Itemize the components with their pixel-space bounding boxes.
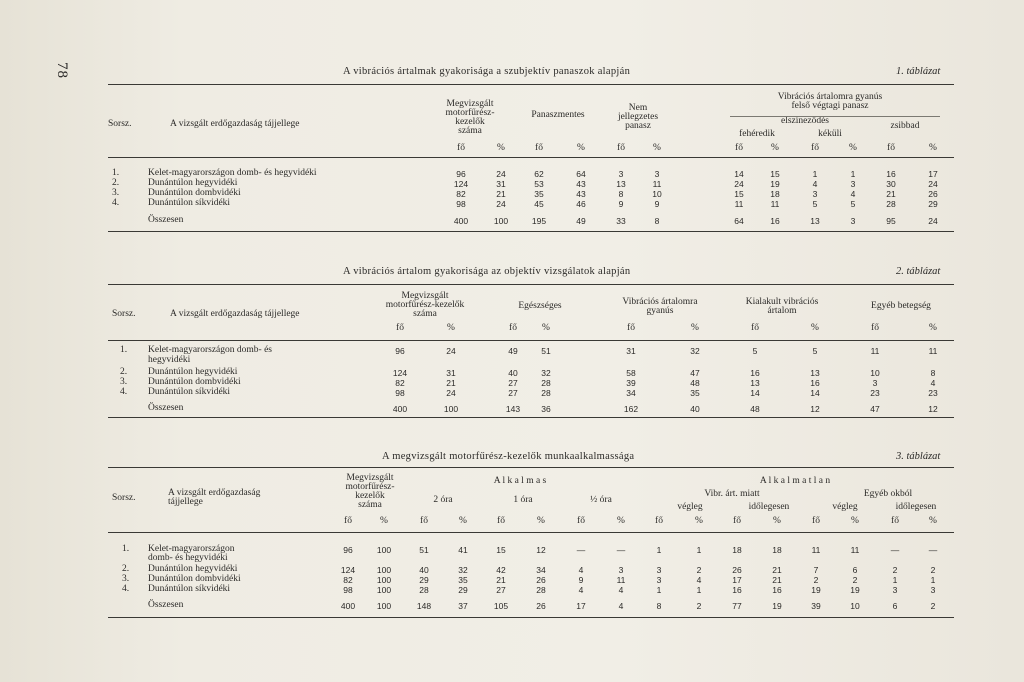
table-3-header-temp-2: időlegesen (895, 502, 937, 512)
table-cell-value: 41 (458, 545, 468, 555)
row-number: 2. (112, 178, 120, 188)
total-cell-value: 39 (811, 601, 821, 611)
table-cell-value: 32 (541, 368, 551, 378)
table-cell-value: 49 (508, 346, 518, 356)
table-cell-value: 21 (772, 565, 782, 575)
table-cell-value: 124 (453, 179, 469, 189)
table-cell-value: 23 (928, 388, 938, 398)
table-cell-value: 28 (419, 585, 429, 595)
table-cell-value: 5 (752, 346, 758, 356)
table-cell-value: 31 (626, 346, 636, 356)
table-cell-value: 3 (930, 585, 936, 595)
total-cell-value: 100 (443, 404, 459, 414)
table-2-label: 2. táblázat (896, 266, 941, 277)
table-cell-value: 29 (928, 199, 938, 209)
total-cell-value: 400 (392, 404, 408, 414)
table-cell-value: 9 (618, 199, 624, 209)
row-region-name: Kelet-magyarországon domb- és hegyvidéki (148, 168, 317, 178)
table-cell-value: 27 (496, 585, 506, 595)
total-cell-value: 37 (458, 601, 468, 611)
table-cell-value: 3 (850, 179, 856, 189)
table-cell-value: 1 (930, 575, 936, 585)
table-cell-value: 4 (696, 575, 702, 585)
table-cell-value: 14 (810, 388, 820, 398)
row-region-name: Dunántúlon dombvidéki (148, 188, 241, 198)
table-cell-value: 27 (508, 378, 518, 388)
table-3-header-temp-1: időlegesen (748, 502, 790, 512)
table-cell-value: 39 (626, 378, 636, 388)
table-cell-value: 17 (732, 575, 742, 585)
table-cell-value: 31 (446, 368, 456, 378)
table-cell-value: 26 (536, 575, 546, 585)
table-2-header-healthy: Egészséges (518, 301, 562, 311)
total-cell-value: 2 (930, 601, 936, 611)
table-3-header-1h: 1 óra (513, 495, 533, 505)
table-cell-value: 64 (576, 169, 586, 179)
table-cell-value: 28 (886, 199, 896, 209)
table-1-header-examined: Megvizsgált motorfűrész- kezelők száma (445, 99, 495, 136)
table-cell-value: 19 (770, 179, 780, 189)
table-1-header-white: fehéredik (739, 129, 775, 139)
row-number: 4. (112, 198, 120, 208)
table-cell-value: 51 (541, 346, 551, 356)
table-cell-value: 5 (812, 346, 818, 356)
table-cell-value: 9 (654, 199, 660, 209)
table-3-top-rule (108, 467, 954, 468)
total-cell-value: 49 (576, 216, 586, 226)
row-number: 2. (122, 564, 130, 574)
table-2-header-other: Egyéb betegség (871, 301, 931, 311)
table-cell-value: 2 (852, 575, 858, 585)
table-cell-value: 1 (656, 545, 662, 555)
total-cell-value: 19 (772, 601, 782, 611)
table-cell-value: 35 (534, 189, 544, 199)
table-cell-value: 30 (886, 179, 896, 189)
table-cell-value: 16 (772, 585, 782, 595)
table-2-header-region: A vizsgált erdőgazdaság tájjellege (170, 309, 300, 319)
table-cell-value: 9 (578, 575, 584, 585)
total-cell-value: 8 (654, 216, 660, 226)
table-cell-value: 11 (811, 545, 821, 555)
row-region-name-line-2: domb- és hegyvidéki (148, 553, 228, 563)
table-cell-value: 21 (446, 378, 456, 388)
table-cell-value: 11 (870, 346, 880, 356)
table-3-label: 3. táblázat (896, 451, 941, 462)
table-cell-value: 10 (652, 189, 662, 199)
total-cell-value: 162 (623, 404, 639, 414)
table-1-header-vibration-suspect: Vibrációs ártalomra gyanús felső végtagi panasz (777, 92, 883, 111)
table-2-top-rule (108, 284, 954, 285)
row-region-name: Kelet-magyarországon (148, 544, 235, 554)
table-3-header-final-1: végleg (677, 502, 703, 512)
table-cell-value: 28 (541, 388, 551, 398)
table-cell-value: 3 (618, 565, 624, 575)
row-number: 1. (122, 544, 130, 554)
table-cell-value: — (890, 545, 900, 555)
row-number: 4. (120, 387, 128, 397)
row-number: 3. (120, 377, 128, 387)
table-3-title: A megvizsgált motorfűrész-kezelők munkaalkalmassága (382, 451, 635, 462)
total-cell-value: 148 (416, 601, 432, 611)
table-cell-value: 1 (696, 545, 702, 555)
table-cell-value: 45 (534, 199, 544, 209)
table-3-header-fit: A l k a l m a s (493, 476, 547, 486)
table-cell-value: 15 (770, 169, 780, 179)
table-cell-value: 2 (813, 575, 819, 585)
table-cell-value: 3 (892, 585, 898, 595)
total-cell-value: 77 (732, 601, 742, 611)
table-3-header-rule (108, 532, 954, 533)
table-3-header-other-reason: Egyéb okból (863, 489, 913, 499)
table-cell-value: 43 (576, 189, 586, 199)
table-3-bottom-rule (108, 617, 954, 618)
table-3-header-vibration-reason: Vibr. árt. miatt (704, 489, 760, 499)
table-cell-value: — (616, 545, 626, 555)
table-cell-value: 3 (618, 169, 624, 179)
row-region-name: Dunántúlon dombvidéki (148, 574, 241, 584)
table-cell-value: 4 (618, 585, 624, 595)
table-cell-value: 96 (395, 346, 405, 356)
table-cell-value: 23 (870, 388, 880, 398)
table-cell-value: 32 (458, 565, 468, 575)
table-1-header-blue: kéküli (818, 129, 842, 139)
total-cell-value: 100 (376, 601, 392, 611)
table-cell-value: 51 (419, 545, 429, 555)
table-3-header-examined: Megvizsgált motorfűrész- kezelők száma (345, 473, 395, 510)
table-cell-value: 47 (690, 368, 700, 378)
total-cell-value: 24 (928, 216, 938, 226)
table-1-header-region: A vizsgált erdőgazdaság tájjellege (170, 119, 300, 129)
table-cell-value: 34 (626, 388, 636, 398)
table-cell-value: 21 (886, 189, 896, 199)
page-number: 78 (54, 62, 70, 79)
total-cell-value: 17 (576, 601, 586, 611)
table-cell-value: 58 (626, 368, 636, 378)
total-cell-value: 2 (696, 601, 702, 611)
table-cell-value: 24 (496, 199, 506, 209)
table-2-header-suspect: Vibrációs ártalomra gyanús (622, 297, 698, 316)
table-1-header-discoloration: elszíneződés (780, 116, 829, 126)
row-region-name: Dunántúlon síkvidéki (148, 387, 231, 397)
table-3-header-region: A vizsgált erdőgazdaság tájjellege (168, 488, 261, 507)
table-cell-value: 29 (419, 575, 429, 585)
table-cell-value: 4 (578, 585, 584, 595)
table-cell-value: 11 (652, 179, 662, 189)
table-cell-value: 24 (446, 346, 456, 356)
table-cell-value: 82 (343, 575, 353, 585)
row-region-name: Dunántúlon síkvidéki (148, 198, 231, 208)
table-1-title: A vibrációs ártalmak gyakorisága a szubjektív panaszok alapján (343, 66, 631, 77)
table-1-header-numb: zsibbad (890, 121, 920, 131)
table-cell-value: 11 (770, 199, 780, 209)
table-cell-value: 3 (656, 565, 662, 575)
total-cell-value: 4 (618, 601, 624, 611)
table-cell-value: 12 (536, 545, 546, 555)
table-cell-value: 7 (813, 565, 819, 575)
table-cell-value: 18 (732, 545, 742, 555)
table-3-header-sorsz: Sorsz. (112, 493, 136, 503)
table-cell-value: 82 (395, 378, 405, 388)
row-region-name: Kelet-magyarországon domb- és (148, 345, 272, 355)
total-cell-value: 13 (810, 216, 820, 226)
table-3-header-half-hour: ½ óra (590, 495, 612, 505)
table-cell-value: 100 (376, 585, 392, 595)
table-3-header-unfit: A l k a l m a t l a n (759, 476, 831, 486)
table-cell-value: 4 (930, 378, 936, 388)
table-cell-value: 43 (576, 179, 586, 189)
row-number: 3. (122, 574, 130, 584)
table-cell-value: 31 (496, 179, 506, 189)
total-cell-value: 95 (886, 216, 896, 226)
table-1-header-no-complaint: Panaszmentes (531, 110, 585, 120)
table-cell-value: 40 (508, 368, 518, 378)
table-cell-value: 124 (340, 565, 356, 575)
table-2-header-sorsz: Sorsz. (112, 309, 136, 319)
table-cell-value: 96 (456, 169, 466, 179)
table-cell-value: 3 (872, 378, 878, 388)
row-number: 4. (122, 584, 130, 594)
table-cell-value: 11 (850, 545, 860, 555)
table-cell-value: 1 (656, 585, 662, 595)
table-cell-value: 3 (812, 189, 818, 199)
table-cell-value: 27 (508, 388, 518, 398)
table-cell-value: 2 (696, 565, 702, 575)
total-cell-value: 26 (536, 601, 546, 611)
table-cell-value: 5 (850, 199, 856, 209)
table-1-header-rule (108, 157, 954, 158)
total-label: Összesen (148, 403, 184, 413)
table-1-header-non-characteristic: Nem jellegzetes panasz (617, 103, 659, 131)
table-1-header-subrule (730, 116, 940, 117)
table-cell-value: 15 (734, 189, 744, 199)
total-cell-value: 48 (750, 404, 760, 414)
table-cell-value: 98 (395, 388, 405, 398)
table-cell-value: 21 (772, 575, 782, 585)
table-cell-value: 35 (690, 388, 700, 398)
table-2-header-examined: Megvizsgált motorfűrész-kezelők száma (385, 291, 465, 319)
table-cell-value: 10 (870, 368, 880, 378)
total-cell-value: 36 (541, 404, 551, 414)
total-cell-value: 100 (493, 216, 509, 226)
table-cell-value: 53 (534, 179, 544, 189)
table-cell-value: 11 (616, 575, 626, 585)
table-cell-value: 1 (892, 575, 898, 585)
row-region-name: Dunántúlon hegyvidéki (148, 178, 238, 188)
scanned-page: 78 A vibrációs ártalmak gyakorisága a szubjektív panaszok alapján 1. táblázat Sorsz. A vizsgált erdőgazdaság tájjellege Megvizsgált motorfűrész- kezelők száma Panaszmentes Nem jellegzetes panasz Vibrációs ártalomra gyanús felső végtagi panasz elszíneződés fehéredik kéküli zsibbad fő % fő % fő % fő % fő % fő % 1. Kelet-magyarországon domb- és hegyvidéki 96 24 62 64 3 3 14 15 1 1 16 17 2. Dunántúlon hegyvidéki 124 31 53 43 13 11 24 19 4 3 30 24 3. Dunántúlon dombvidéki 82 21 35 43 8 10 15 18 3 4 21 26 4. Dunántúlon síkvidéki 98 24 45 46 9 9 11 11 5 5 28 29 Összesen 400 100 195 49 33 8 64 16 13 3 95 24 A vibrációs ártalom gyakorisága az objektív vizsgálatok alapján 2. táblázat Sorsz. A vizsgált erdőgazdaság tájjellege Megvizsgált motorfűrész-kezelők száma Egészséges Vibrációs ártalomra gyanús Kialakult vibrációs ártalom Egyéb betegség fő % fő % fő % fő % fő % 1. Kelet-magyarországon domb- és hegyvidéki 96 24 49 51 31 32 5 5 11 11 2. Dunántúlon hegyvidéki 124 31 40 32 58 47 16 13 10 8 3. Dunántúlon dombvidéki 82 21 27 28 39 48 13 16 3 4 4. Dunántúlon síkvidéki 98 24 27 28 34 35 14 14 23 23 Összesen 400 100 143 36 162 40 48 12 47 12 A megvizsgált motorfűrész-kezelők munkaalkalmassága 3. táblázat Sorsz. A vizsgált erdőgazdaság tájjellege Megvizsgált motorfűrész- kezelők száma A l k a l m a s 2 óra 1 óra ½ óra A l k a l m a t l a n Vibr. árt. miatt Egyéb okból végleg időlegesen végleg időlegesen fő % fő % fő % fő % fő % fő % fő % fő % 1. Kelet-magyarországon domb- és hegyvidéki 96 100 51 41 15 12 — — 1 1 18 18 11 11 — — 2. Dunántúlon hegyvidéki 124 100 40 32 42 34 4 3 3 2 26 21 7 6 2 2 3. Dunántúlon dombvidéki 82 100 29 35 21 26 9 11 3 4 17 21 2 2 1 1 4. Dunántúlon síkvidéki 98 100 28 29 27 28 4 4 1 1 16 16 19 19 3 3 Összesen 400 100 148 37 105 26 17 4 8 2 77 19 39 10 6 2 (0, 0, 1024, 682)
table-cell-value: 13 (810, 368, 820, 378)
table-cell-value: 34 (536, 565, 546, 575)
table-cell-value: 98 (343, 585, 353, 595)
total-label: Összesen (148, 215, 184, 225)
table-cell-value: 4 (578, 565, 584, 575)
table-cell-value: 1 (850, 169, 856, 179)
table-2-header-rule (108, 340, 954, 341)
table-2-title: A vibrációs ártalom gyakorisága az objektív vizsgálatok alapján (343, 266, 631, 277)
table-cell-value: 98 (456, 199, 466, 209)
table-cell-value: 48 (690, 378, 700, 388)
table-2-header-developed: Kialakult vibrációs ártalom (745, 297, 819, 316)
total-cell-value: 400 (453, 216, 469, 226)
total-cell-value: 143 (505, 404, 521, 414)
total-cell-value: 12 (928, 404, 938, 414)
table-cell-value: 18 (772, 545, 782, 555)
table-cell-value: 8 (618, 189, 624, 199)
table-cell-value: 100 (376, 575, 392, 585)
total-cell-value: 40 (690, 404, 700, 414)
total-cell-value: 33 (616, 216, 626, 226)
table-cell-value: 13 (750, 378, 760, 388)
table-cell-value: 19 (811, 585, 821, 595)
table-cell-value: 24 (496, 169, 506, 179)
table-cell-value: 24 (446, 388, 456, 398)
table-cell-value: 46 (576, 199, 586, 209)
table-cell-value: 42 (496, 565, 506, 575)
table-cell-value: 28 (541, 378, 551, 388)
table-cell-value: 100 (376, 545, 392, 555)
table-cell-value: 26 (928, 189, 938, 199)
table-cell-value: 3 (656, 575, 662, 585)
table-cell-value: 21 (496, 575, 506, 585)
table-cell-value: 8 (930, 368, 936, 378)
table-1-bottom-rule (108, 231, 954, 232)
table-cell-value: 11 (928, 346, 938, 356)
table-cell-value: 1 (696, 585, 702, 595)
table-cell-value: 2 (892, 565, 898, 575)
table-cell-value: — (576, 545, 586, 555)
table-cell-value: 4 (850, 189, 856, 199)
table-cell-value: 96 (343, 545, 353, 555)
table-cell-value: 1 (812, 169, 818, 179)
table-cell-value: 40 (419, 565, 429, 575)
total-cell-value: 195 (531, 216, 547, 226)
table-cell-value: 16 (750, 368, 760, 378)
table-cell-value: 16 (886, 169, 896, 179)
total-cell-value: 3 (850, 216, 856, 226)
table-cell-value: 82 (456, 189, 466, 199)
row-region-name: Dunántúlon hegyvidéki (148, 367, 238, 377)
table-cell-value: 19 (850, 585, 860, 595)
row-number: 1. (120, 345, 128, 355)
table-cell-value: 62 (534, 169, 544, 179)
row-number: 3. (112, 188, 120, 198)
table-cell-value: 17 (928, 169, 938, 179)
table-cell-value: 4 (812, 179, 818, 189)
table-cell-value: 5 (812, 199, 818, 209)
total-label: Összesen (148, 600, 184, 610)
table-2-bottom-rule (108, 417, 954, 418)
total-cell-value: 64 (734, 216, 744, 226)
table-cell-value: 14 (750, 388, 760, 398)
table-cell-value: 18 (770, 189, 780, 199)
table-cell-value: 100 (376, 565, 392, 575)
table-cell-value: 35 (458, 575, 468, 585)
total-cell-value: 10 (850, 601, 860, 611)
total-cell-value: 400 (340, 601, 356, 611)
table-cell-value: 124 (392, 368, 408, 378)
total-cell-value: 12 (810, 404, 820, 414)
table-1-label: 1. táblázat (896, 66, 941, 77)
table-cell-value: 14 (734, 169, 744, 179)
row-number: 2. (120, 367, 128, 377)
table-cell-value: 11 (734, 199, 744, 209)
table-cell-value: 13 (616, 179, 626, 189)
table-cell-value: 24 (928, 179, 938, 189)
table-cell-value: — (928, 545, 938, 555)
table-3-header-final-2: végleg (832, 502, 858, 512)
total-cell-value: 105 (493, 601, 509, 611)
table-cell-value: 3 (654, 169, 660, 179)
total-cell-value: 16 (770, 216, 780, 226)
table-cell-value: 29 (458, 585, 468, 595)
row-region-name-line-2: hegyvidéki (148, 355, 191, 365)
table-cell-value: 21 (496, 189, 506, 199)
table-cell-value: 24 (734, 179, 744, 189)
table-3-header-2h: 2 óra (433, 495, 453, 505)
table-cell-value: 6 (852, 565, 858, 575)
table-cell-value: 16 (810, 378, 820, 388)
table-cell-value: 26 (732, 565, 742, 575)
total-cell-value: 8 (656, 601, 662, 611)
row-region-name: Dunántúlon hegyvidéki (148, 564, 238, 574)
row-region-name: Dunántúlon síkvidéki (148, 584, 231, 594)
table-cell-value: 2 (930, 565, 936, 575)
table-cell-value: 32 (690, 346, 700, 356)
row-region-name: Dunántúlon dombvidéki (148, 377, 241, 387)
total-cell-value: 6 (892, 601, 898, 611)
table-cell-value: 15 (496, 545, 506, 555)
table-1-header-sorsz: Sorsz. (108, 119, 132, 129)
row-number: 1. (112, 168, 120, 178)
table-cell-value: 16 (732, 585, 742, 595)
total-cell-value: 47 (870, 404, 880, 414)
table-1-top-rule (108, 84, 954, 85)
table-cell-value: 28 (536, 585, 546, 595)
